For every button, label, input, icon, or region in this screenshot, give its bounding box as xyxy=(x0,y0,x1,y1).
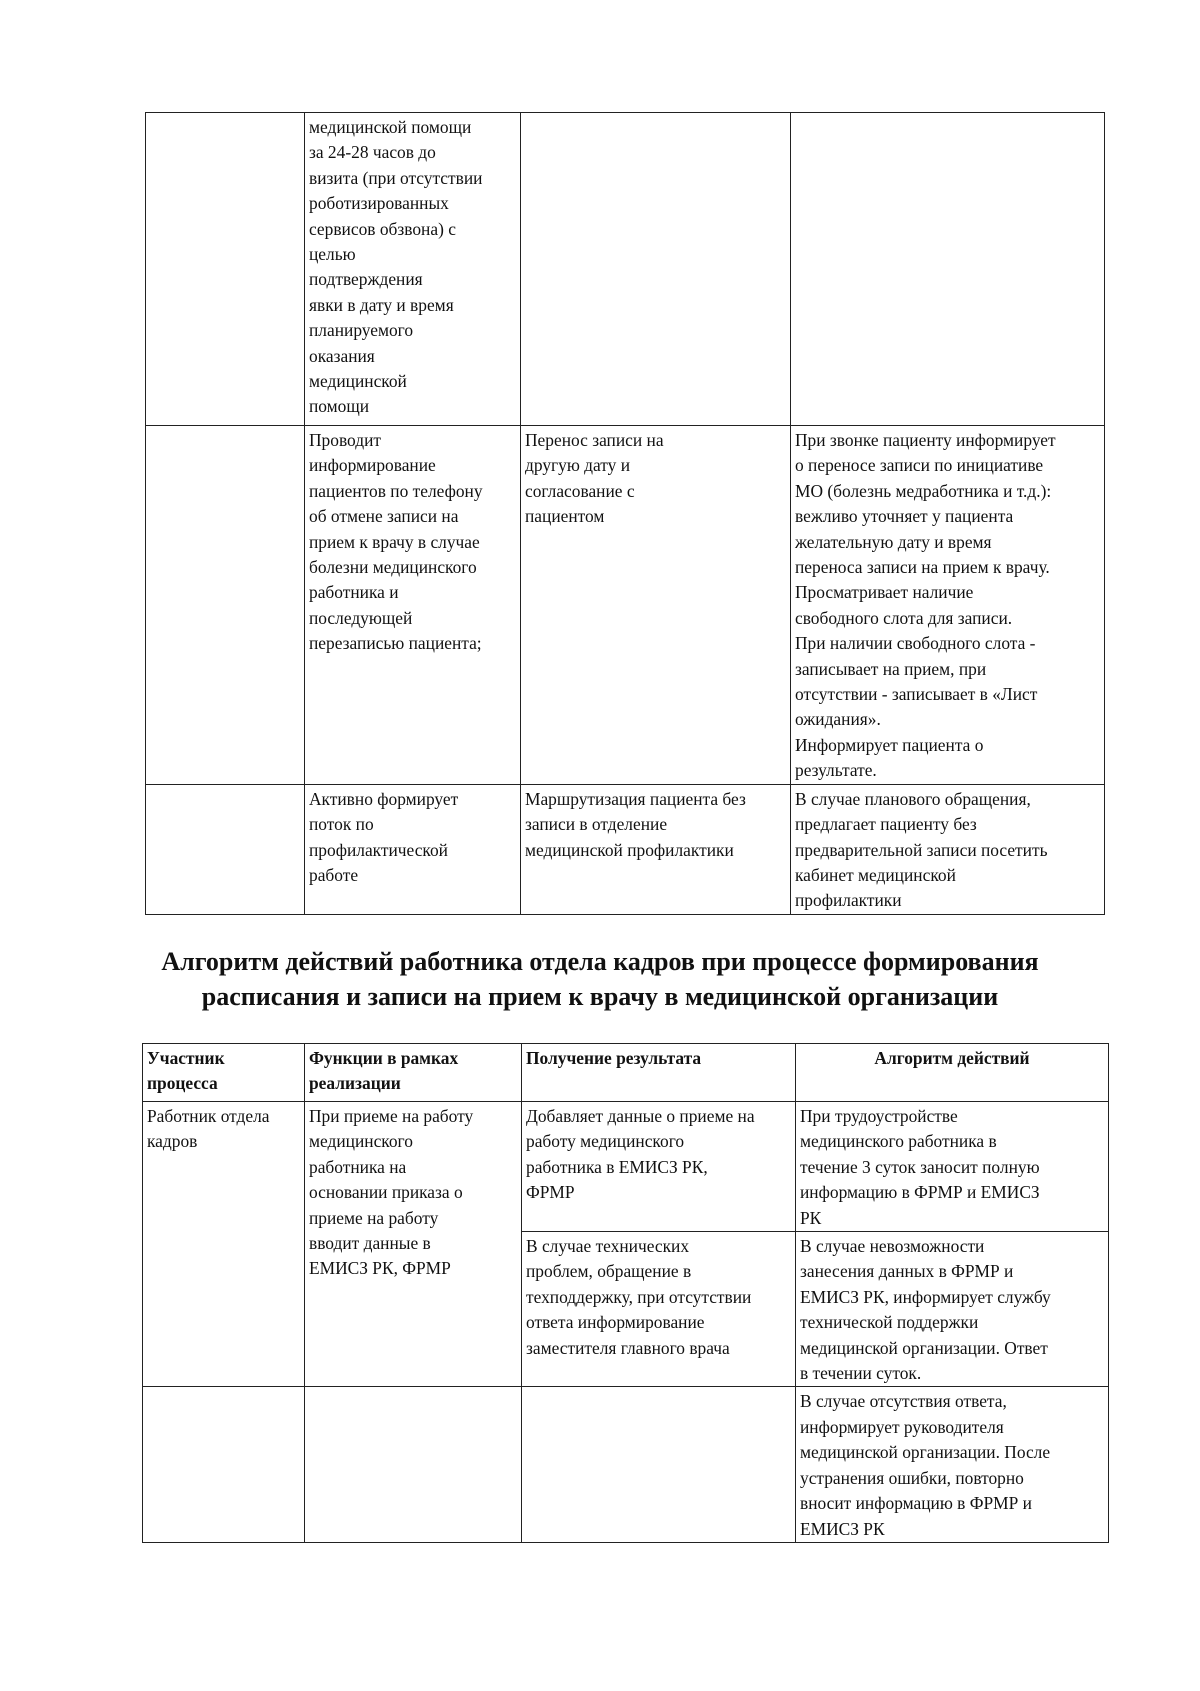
text-line: кадров xyxy=(147,1131,198,1152)
text-line: В случае отсутствия ответа, xyxy=(800,1391,1007,1412)
text-line: сервисов обзвона) с xyxy=(309,218,456,239)
text-line: занесения данных в ФРМР и xyxy=(800,1261,1014,1282)
text-line: желательную дату и время xyxy=(795,531,992,552)
participant-cell xyxy=(146,113,305,426)
text-line: вносит информацию в ФРМР и xyxy=(800,1493,1032,1514)
text-line: проблем, обращение в xyxy=(526,1261,692,1282)
text-line: профилактической xyxy=(309,839,448,860)
text-line: Информирует пациента о xyxy=(795,734,984,755)
text-line: реализации xyxy=(309,1073,401,1094)
algorithm-cell xyxy=(796,1232,1109,1387)
text-line: техподдержку, при отсутствии xyxy=(526,1286,752,1307)
text-line: течение 3 суток заносит полную xyxy=(800,1156,1040,1177)
header-result xyxy=(522,1044,796,1102)
text-line: Функции в рамках xyxy=(309,1048,459,1068)
text-line: Маршрутизация пациента без xyxy=(525,788,746,809)
algorithm-cell xyxy=(796,1387,1109,1542)
text-line: перезаписью пациента; xyxy=(309,633,482,654)
text-line: медицинской профилактики xyxy=(525,839,734,860)
text-line: подтверждения xyxy=(309,269,423,290)
text-line: В случае технических xyxy=(526,1236,690,1257)
text-line: В случае планового обращения, xyxy=(795,788,1031,809)
text-line: ЕМИСЗ РК, информирует службу xyxy=(800,1286,1051,1307)
continuation-table xyxy=(145,112,1105,915)
text-line: результате. xyxy=(795,760,877,781)
text-line: информирует руководителя xyxy=(800,1416,1004,1437)
text-line: записывает на прием, при xyxy=(795,658,987,679)
text-line: визита (при отсутствии xyxy=(309,167,483,188)
text-line: медицинской организации. Ответ xyxy=(800,1337,1048,1358)
text-line: Алгоритм действий работника отдела кадров при процессе формирования xyxy=(161,947,1039,976)
header-algorithm xyxy=(796,1044,1109,1102)
hr-algorithm-table xyxy=(142,1043,1109,1543)
text-line: приеме на работу xyxy=(309,1207,439,1228)
participant-cell xyxy=(143,1387,305,1542)
text-line: профилактики xyxy=(795,890,902,911)
text-line: основании приказа о xyxy=(309,1182,463,1203)
text-line: Проводит xyxy=(309,430,381,450)
functions-cell xyxy=(305,113,521,426)
text-line: последующей xyxy=(309,607,413,628)
text-line: заместителя главного врача xyxy=(526,1337,730,1358)
text-line: Алгоритм действий xyxy=(874,1048,1030,1068)
text-line: РК xyxy=(800,1207,822,1228)
text-line: ответа информирование xyxy=(526,1312,705,1333)
text-line: кабинет медицинской xyxy=(795,864,956,885)
text-line: Просматривает наличие xyxy=(795,582,974,603)
text-line: ЕМИСЗ РК xyxy=(800,1518,885,1539)
header-functions xyxy=(305,1044,522,1102)
text-line: ЕМИСЗ РК, ФРМР xyxy=(309,1258,451,1279)
text-line: медицинского xyxy=(309,1131,413,1152)
text-line: об отмене записи на xyxy=(309,506,459,527)
text-line: работу медицинского xyxy=(526,1131,685,1152)
text-line: медицинской организации. После xyxy=(800,1442,1051,1463)
text-line: медицинского работника в xyxy=(800,1131,997,1152)
text-line: При наличии свободного слота - xyxy=(795,633,1036,654)
result-cell xyxy=(522,1387,796,1542)
text-line: ФРМР xyxy=(526,1182,575,1203)
text-line: поток по xyxy=(309,814,374,835)
functions-cell xyxy=(305,1102,522,1387)
result-cell xyxy=(521,426,791,785)
text-line: болезни медицинского xyxy=(309,557,477,578)
text-line: записи в отделение xyxy=(525,814,668,835)
text-line: переноса записи на прием к врачу. xyxy=(795,557,1050,578)
text-line: вежливо уточняет у пациента xyxy=(795,506,1014,527)
text-line: оказания xyxy=(309,345,375,366)
text-line: прием к врачу в случае xyxy=(309,531,480,552)
text-line: роботизированных xyxy=(309,193,449,214)
text-line: Получение результата xyxy=(526,1048,702,1068)
text-line: медицинской xyxy=(309,371,407,392)
text-line: В случае невозможности xyxy=(800,1236,985,1257)
header-participant xyxy=(143,1044,305,1102)
participant-cell xyxy=(146,784,305,914)
functions-cell xyxy=(305,1387,522,1542)
text-line: Работник отдела xyxy=(147,1106,270,1126)
text-line: согласование с xyxy=(525,480,635,501)
participant-cell xyxy=(146,426,305,785)
text-line: работника на xyxy=(309,1156,407,1177)
table-row xyxy=(143,1387,1109,1542)
text-line: Активно формирует xyxy=(309,788,459,809)
result-cell xyxy=(521,113,791,426)
text-line: При трудоустройстве xyxy=(800,1106,958,1126)
text-line: информацию в ФРМР и ЕМИСЗ xyxy=(800,1182,1040,1203)
text-line: При звонке пациенту информирует xyxy=(795,430,1056,450)
text-line: расписания и записи на прием к врачу в медицинской организации xyxy=(201,982,999,1011)
text-line: процесса xyxy=(147,1073,218,1094)
text-line: работе xyxy=(309,864,359,885)
algorithm-cell xyxy=(791,426,1105,785)
text-line: отсутствии - записывает в «Лист xyxy=(795,684,1038,705)
text-line: устранения ошибки, повторно xyxy=(800,1467,1024,1488)
text-line: вводит данные в xyxy=(309,1233,431,1254)
table-row xyxy=(143,1102,1109,1232)
functions-cell xyxy=(305,784,521,914)
text-line: технической поддержки xyxy=(800,1312,979,1333)
text-line: пациентом xyxy=(525,506,605,527)
text-line: работника и xyxy=(309,582,399,603)
result-cell xyxy=(522,1232,796,1387)
text-line: помощи xyxy=(309,396,370,417)
text-line: свободного слота для записи. xyxy=(795,607,1013,628)
participant-cell xyxy=(143,1102,305,1387)
text-line: явки в дату и время xyxy=(309,294,454,315)
text-line: предлагает пациенту без xyxy=(795,814,977,835)
text-line: Добавляет данные о приеме на xyxy=(526,1106,755,1126)
text-line: Перенос записи на xyxy=(525,430,664,450)
result-cell xyxy=(521,784,791,914)
text-line: информирование xyxy=(309,455,436,476)
table-row xyxy=(146,426,1105,785)
text-line: в течении суток. xyxy=(800,1363,922,1384)
text-line: предварительной записи посетить xyxy=(795,839,1048,860)
text-line: другую дату и xyxy=(525,455,631,476)
text-line: При приеме на работу xyxy=(309,1106,474,1126)
table-header-row xyxy=(143,1044,1109,1102)
text-line: пациентов по телефону xyxy=(309,480,483,501)
section-heading xyxy=(0,944,1200,1014)
text-line: целью xyxy=(309,244,356,265)
result-cell xyxy=(522,1102,796,1232)
text-line: МО (болезнь медработника и т.д.): xyxy=(795,480,1052,501)
text-line: работника в ЕМИСЗ РК, xyxy=(526,1156,708,1177)
table-row xyxy=(146,784,1105,914)
algorithm-cell xyxy=(791,113,1105,426)
functions-cell xyxy=(305,426,521,785)
text-line: медицинской помощи xyxy=(309,117,472,137)
algorithm-cell xyxy=(796,1102,1109,1232)
text-line: Участник xyxy=(147,1048,225,1068)
text-line: планируемого xyxy=(309,320,414,341)
table-row xyxy=(146,113,1105,426)
text-line: о переносе записи по инициативе xyxy=(795,455,1044,476)
text-line: ожидания». xyxy=(795,709,881,730)
text-line: за 24-28 часов до xyxy=(309,142,436,163)
algorithm-cell xyxy=(791,784,1105,914)
